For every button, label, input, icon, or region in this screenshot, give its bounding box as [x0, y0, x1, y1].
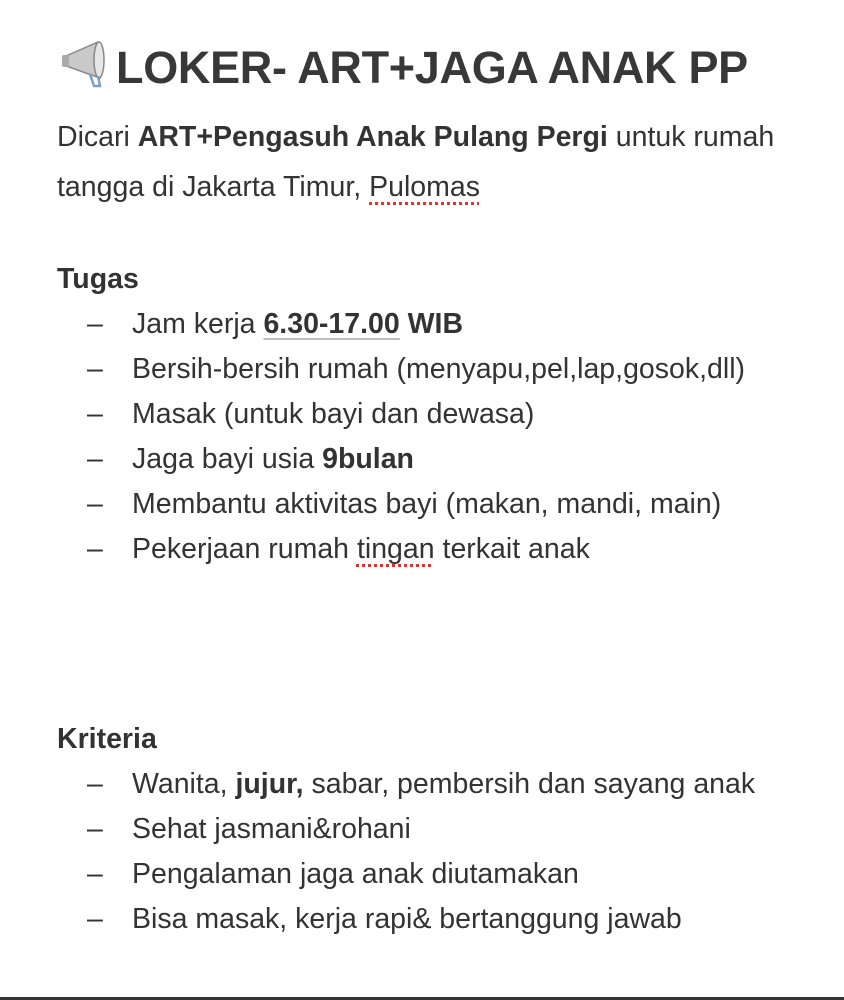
text-run: Pengalaman jaga anak diutamakan	[132, 858, 579, 890]
list-item	[57, 897, 772, 942]
text-run: WIB	[399, 308, 464, 340]
text-run: Jaga bayi usia	[132, 443, 323, 475]
list-item	[57, 347, 772, 392]
dash-bullet: –	[87, 443, 103, 475]
misspelled-word: tingan	[356, 533, 435, 565]
time-link[interactable]: 6.30-17.00	[263, 308, 400, 340]
intro-paragraph	[57, 112, 797, 212]
megaphone-icon	[60, 34, 116, 101]
text-run: Jam kerja	[132, 308, 264, 340]
kriteria-list	[57, 762, 772, 942]
list-item	[57, 852, 772, 897]
text-run: jujur,	[235, 768, 304, 800]
dash-bullet: –	[87, 813, 103, 845]
dash-bullet: –	[87, 903, 103, 935]
misspelled-word: Pulomas	[369, 171, 480, 203]
note-title-text: LOKER- ART+JAGA ANAK PP	[116, 41, 748, 93]
text-run: Pekerjaan rumah	[132, 533, 357, 565]
text-run: terkait anak	[434, 533, 590, 565]
section-heading: Tugas	[57, 263, 139, 295]
section-tugas	[57, 257, 772, 572]
text-run: Sehat jasmani&rohani	[132, 813, 411, 845]
text-run: Membantu aktivitas bayi (makan, mandi, main)	[132, 488, 722, 520]
list-item	[57, 762, 772, 807]
list-item	[57, 527, 772, 572]
dash-bullet: –	[87, 398, 103, 430]
list-item	[57, 437, 772, 482]
tugas-list	[57, 302, 772, 572]
dash-bullet: –	[87, 353, 103, 385]
dash-bullet: –	[87, 488, 103, 520]
dash-bullet: –	[87, 858, 103, 890]
text-run: untuk rumah tangga di Jakarta Timur,	[57, 121, 775, 203]
list-item	[57, 807, 772, 852]
note-title	[60, 34, 748, 101]
list-item	[57, 392, 772, 437]
text-run: Bisa masak, kerja rapi& bertanggung jawab	[132, 903, 682, 935]
dash-bullet: –	[87, 308, 103, 340]
text-run: ART+Pengasuh Anak Pulang Pergi	[137, 121, 608, 153]
text-run: sabar, pembersih dan sayang anak	[303, 768, 756, 800]
text-run: Bersih-bersih rumah (menyapu,pel,lap,gosok,dll)	[132, 353, 746, 385]
text-run: 9bulan	[322, 443, 414, 475]
section-kriteria	[57, 717, 772, 942]
dash-bullet: –	[87, 533, 103, 565]
text-run: Masak (untuk bayi dan dewasa)	[132, 398, 535, 430]
text-run: Wanita,	[132, 768, 236, 800]
section-heading: Kriteria	[57, 723, 157, 755]
list-item	[57, 302, 772, 347]
list-item	[57, 482, 772, 527]
text-run: Dicari	[57, 121, 138, 153]
dash-bullet: –	[87, 768, 103, 800]
